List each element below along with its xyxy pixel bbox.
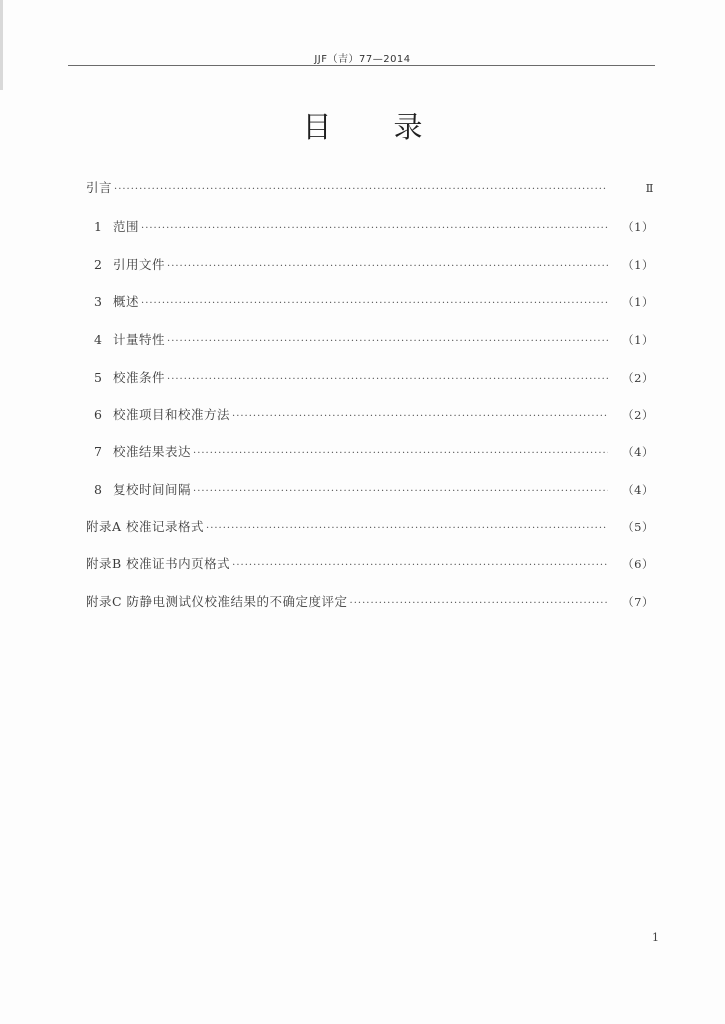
- title-char-1: 目: [302, 110, 332, 144]
- toc-entry-2[interactable]: [86, 255, 654, 275]
- toc-leader: [167, 336, 608, 347]
- toc-entry-title: 校准结果表达: [113, 444, 192, 459]
- toc-entry-title: 计量特性: [113, 332, 166, 347]
- toc-entry-number: 4: [94, 332, 102, 347]
- toc-entry-page: （4）: [622, 445, 654, 459]
- toc-entry-page: （7）: [622, 595, 654, 609]
- scan-edge: [0, 0, 3, 90]
- title-char-2: 录: [393, 110, 423, 144]
- toc-entry-appendix-b[interactable]: [86, 554, 654, 574]
- toc-entry-page: （6）: [622, 557, 654, 571]
- toc-leader: [193, 486, 608, 497]
- toc-entry-title: 范围: [113, 219, 140, 234]
- toc-entry-title: 概述: [113, 294, 140, 309]
- toc-entry-number: 6: [94, 407, 102, 422]
- toc-entry-number: 1: [94, 219, 102, 234]
- toc-leader: [167, 374, 608, 385]
- toc-leader: [350, 598, 608, 609]
- toc-leader: [141, 298, 608, 309]
- toc-entry-number: 7: [94, 444, 102, 459]
- toc-entry-title: 附录B 校准证书内页格式: [86, 556, 231, 571]
- toc-entry-number: 3: [94, 294, 102, 309]
- toc-entry-title: 引言: [86, 180, 113, 195]
- toc-entry-title: 引用文件: [113, 257, 166, 272]
- toc-entry-page: （1）: [622, 295, 654, 309]
- toc-entry-title: 校准项目和校准方法: [113, 407, 231, 422]
- toc-entry-page: （4）: [622, 483, 654, 497]
- toc-entry-number: 2: [94, 257, 102, 272]
- toc-leader: [114, 184, 608, 195]
- toc-entry-page: Ⅱ: [645, 181, 654, 195]
- toc-leader: [232, 411, 608, 422]
- toc-entry-page: （1）: [622, 258, 654, 272]
- toc-leader: [167, 261, 608, 272]
- toc-entry-number: 5: [94, 370, 102, 385]
- page-number: 1: [652, 931, 659, 944]
- toc-entry-appendix-a[interactable]: [86, 517, 654, 537]
- toc-entry-8[interactable]: [86, 480, 654, 500]
- toc-entry-page: （2）: [622, 371, 654, 385]
- toc-entry-6[interactable]: [86, 405, 654, 425]
- toc-leader: [206, 523, 608, 534]
- toc-entry-page: （1）: [622, 220, 654, 234]
- page-title: [0, 105, 725, 146]
- toc-entry-title: 附录A 校准记录格式: [86, 519, 205, 534]
- toc-entry-3[interactable]: [86, 292, 654, 312]
- page-header: JJF（吉）77—2014: [314, 54, 411, 65]
- toc-entry-appendix-c[interactable]: [86, 592, 654, 612]
- toc-leader: [193, 448, 608, 459]
- toc-leader: [232, 560, 608, 571]
- toc-entry-title: 附录C 防静电测试仪校准结果的不确定度评定: [86, 594, 348, 609]
- toc-entry-5[interactable]: [86, 368, 654, 388]
- toc-entry-title: 复校时间间隔: [113, 482, 192, 497]
- toc-entry-foreword[interactable]: [86, 178, 654, 198]
- toc-entry-page: （5）: [622, 520, 654, 534]
- toc-entry-7[interactable]: [86, 442, 654, 462]
- toc-entry-page: （2）: [622, 408, 654, 422]
- toc-entry-title: 校准条件: [113, 370, 166, 385]
- toc-entry-4[interactable]: [86, 330, 654, 350]
- header-rule: [68, 65, 655, 66]
- toc-entry-1[interactable]: [86, 217, 654, 237]
- toc-entry-page: （1）: [622, 333, 654, 347]
- toc-leader: [141, 223, 608, 234]
- toc-entry-number: 8: [94, 482, 102, 497]
